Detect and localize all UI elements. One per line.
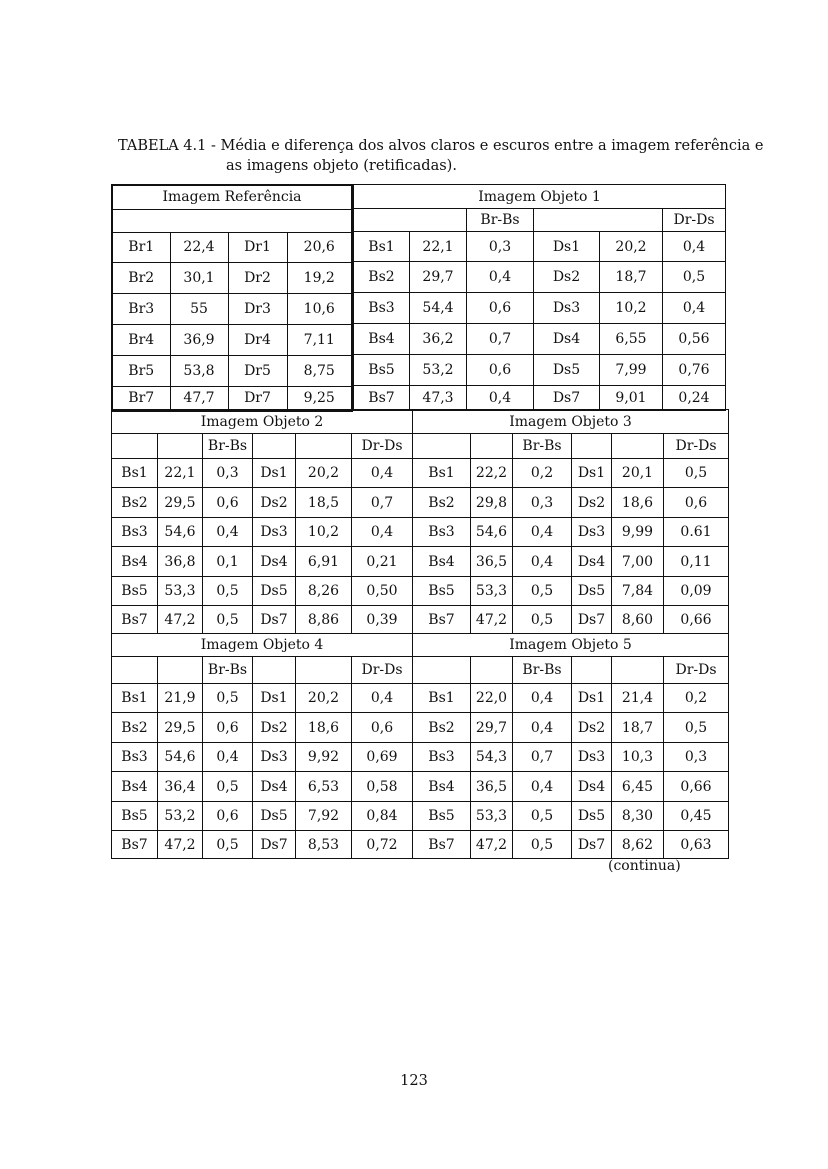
cell: 6,53 bbox=[296, 772, 352, 802]
cell: Dr7 bbox=[228, 386, 287, 411]
cell: 0,5 bbox=[203, 831, 253, 859]
cell bbox=[612, 434, 664, 459]
cell: Bs7 bbox=[112, 831, 158, 859]
reference-subheader-empty bbox=[112, 209, 352, 232]
cell: Bs4 bbox=[112, 547, 158, 577]
cell: 0,11 bbox=[664, 547, 729, 577]
cell: 10,2 bbox=[600, 293, 663, 324]
table-row bbox=[413, 606, 729, 634]
cell: Ds4 bbox=[534, 324, 600, 355]
cell: 0,7 bbox=[352, 488, 413, 518]
cell: 53,2 bbox=[158, 802, 203, 831]
object-5-table bbox=[412, 633, 729, 859]
cell bbox=[112, 434, 158, 459]
cell: 22,1 bbox=[410, 232, 467, 262]
object-4-table bbox=[111, 633, 413, 859]
cell: 0,6 bbox=[467, 355, 534, 386]
cell: 18,6 bbox=[612, 488, 664, 518]
cell: 0,58 bbox=[352, 772, 413, 802]
cell: 0,4 bbox=[663, 232, 726, 262]
cell: 0,4 bbox=[513, 518, 572, 547]
cell: 6,45 bbox=[612, 772, 664, 802]
cell: 0,66 bbox=[664, 772, 729, 802]
cell: Ds5 bbox=[534, 355, 600, 386]
cell: Bs3 bbox=[354, 293, 410, 324]
cell: Ds1 bbox=[534, 232, 600, 262]
cell: 8,26 bbox=[296, 577, 352, 606]
cell: 0,4 bbox=[513, 684, 572, 713]
dr-ds-header: Dr-Ds bbox=[664, 657, 729, 684]
dr-ds-header: Dr-Ds bbox=[663, 209, 726, 232]
cell: Ds5 bbox=[572, 577, 612, 606]
dr-ds-header: Dr-Ds bbox=[352, 657, 413, 684]
cell: 0,45 bbox=[664, 802, 729, 831]
cell: Bs4 bbox=[112, 772, 158, 802]
table-row bbox=[112, 232, 352, 262]
cell: 0,5 bbox=[203, 606, 253, 634]
cell: 9,25 bbox=[287, 386, 352, 411]
cell: 0,5 bbox=[513, 577, 572, 606]
cell: Ds4 bbox=[253, 772, 296, 802]
cell: 0,4 bbox=[513, 547, 572, 577]
dr-ds-header: Dr-Ds bbox=[664, 434, 729, 459]
cell: 53,2 bbox=[410, 355, 467, 386]
cell: 54,3 bbox=[471, 743, 513, 772]
cell: 22,1 bbox=[158, 459, 203, 488]
cell bbox=[471, 434, 513, 459]
cell: 20,2 bbox=[296, 684, 352, 713]
table-row bbox=[413, 713, 729, 743]
cell: 0,4 bbox=[352, 459, 413, 488]
table-row bbox=[112, 293, 352, 324]
table-caption bbox=[118, 136, 763, 176]
cell: Ds7 bbox=[572, 606, 612, 634]
cell: 10,2 bbox=[296, 518, 352, 547]
cell: Dr5 bbox=[228, 355, 287, 386]
table-row bbox=[112, 802, 413, 831]
table-row bbox=[354, 262, 726, 293]
table-row bbox=[413, 684, 729, 713]
cell: Bs2 bbox=[112, 713, 158, 743]
cell: 20,2 bbox=[296, 459, 352, 488]
cell: 9,99 bbox=[612, 518, 664, 547]
cell: 0,4 bbox=[352, 684, 413, 713]
table-row bbox=[112, 355, 352, 386]
cell: Bs2 bbox=[413, 713, 471, 743]
cell: Ds2 bbox=[572, 713, 612, 743]
cell: Ds5 bbox=[253, 802, 296, 831]
cell: Bs4 bbox=[354, 324, 410, 355]
cell: 53,8 bbox=[170, 355, 228, 386]
cell: 0,3 bbox=[203, 459, 253, 488]
table-row bbox=[112, 606, 413, 634]
cell: 8,30 bbox=[612, 802, 664, 831]
cell: 0,3 bbox=[664, 743, 729, 772]
cell: 0,3 bbox=[513, 488, 572, 518]
cell: Ds7 bbox=[253, 606, 296, 634]
table-row bbox=[354, 293, 726, 324]
cell: Ds3 bbox=[534, 293, 600, 324]
cell: 6,91 bbox=[296, 547, 352, 577]
cell: Ds1 bbox=[572, 684, 612, 713]
cell: Ds3 bbox=[572, 743, 612, 772]
table-row bbox=[354, 324, 726, 355]
cell: Ds3 bbox=[253, 743, 296, 772]
object-3-title: Imagem Objeto 3 bbox=[413, 410, 729, 434]
cell: Br5 bbox=[112, 355, 170, 386]
table-row bbox=[112, 262, 352, 293]
cell: Bs5 bbox=[112, 802, 158, 831]
table-row bbox=[112, 488, 413, 518]
table-row bbox=[413, 802, 729, 831]
cell: Ds5 bbox=[253, 577, 296, 606]
cell: Bs1 bbox=[112, 684, 158, 713]
cell: 0,84 bbox=[352, 802, 413, 831]
cell: Bs5 bbox=[413, 802, 471, 831]
cell: Ds1 bbox=[253, 684, 296, 713]
cell: 36,4 bbox=[158, 772, 203, 802]
cell: Bs4 bbox=[413, 772, 471, 802]
cell: 18,7 bbox=[612, 713, 664, 743]
cell: 9,01 bbox=[600, 386, 663, 411]
table-row bbox=[112, 386, 352, 411]
cell bbox=[354, 209, 467, 232]
cell: 20,1 bbox=[612, 459, 664, 488]
reference-title: Imagem Referência bbox=[112, 185, 352, 209]
table-row bbox=[413, 577, 729, 606]
cell: 0,2 bbox=[664, 684, 729, 713]
cell: Dr3 bbox=[228, 293, 287, 324]
cell: 36,5 bbox=[471, 547, 513, 577]
table-row bbox=[413, 547, 729, 577]
cell: 0,6 bbox=[467, 293, 534, 324]
cell: Bs3 bbox=[413, 518, 471, 547]
cell bbox=[296, 657, 352, 684]
cell: Ds3 bbox=[572, 518, 612, 547]
cell: 0,5 bbox=[203, 772, 253, 802]
cell: 30,1 bbox=[170, 262, 228, 293]
cell: Ds4 bbox=[572, 547, 612, 577]
cell: Dr2 bbox=[228, 262, 287, 293]
cell: 53,3 bbox=[158, 577, 203, 606]
cell: 6,55 bbox=[600, 324, 663, 355]
cell: Ds5 bbox=[572, 802, 612, 831]
cell: 0,4 bbox=[203, 743, 253, 772]
cell: 0,4 bbox=[203, 518, 253, 547]
table-row bbox=[112, 324, 352, 355]
cell: 36,2 bbox=[410, 324, 467, 355]
dr-ds-header: Dr-Ds bbox=[352, 434, 413, 459]
cell: 29,8 bbox=[471, 488, 513, 518]
cell: 7,99 bbox=[600, 355, 663, 386]
br-bs-header: Br-Bs bbox=[467, 209, 534, 232]
cell: 0,63 bbox=[664, 831, 729, 859]
cell: 0,6 bbox=[664, 488, 729, 518]
table-row bbox=[354, 232, 726, 262]
cell bbox=[572, 434, 612, 459]
cell: 54,6 bbox=[471, 518, 513, 547]
cell: 47,2 bbox=[158, 831, 203, 859]
cell: 0,21 bbox=[352, 547, 413, 577]
cell: 18,5 bbox=[296, 488, 352, 518]
cell: 8,53 bbox=[296, 831, 352, 859]
cell: 0,69 bbox=[352, 743, 413, 772]
cell: 29,7 bbox=[410, 262, 467, 293]
cell: 18,6 bbox=[296, 713, 352, 743]
cell: 0,50 bbox=[352, 577, 413, 606]
cell: 36,8 bbox=[158, 547, 203, 577]
table-row bbox=[413, 772, 729, 802]
cell: Bs3 bbox=[413, 743, 471, 772]
cell: 0,6 bbox=[203, 488, 253, 518]
cell: 7,92 bbox=[296, 802, 352, 831]
cell: 0,6 bbox=[203, 713, 253, 743]
cell: 0,09 bbox=[664, 577, 729, 606]
cell: Ds4 bbox=[572, 772, 612, 802]
cell: Ds7 bbox=[572, 831, 612, 859]
cell: Ds3 bbox=[253, 518, 296, 547]
cell: 0,66 bbox=[664, 606, 729, 634]
cell: 0,4 bbox=[513, 713, 572, 743]
table-row bbox=[112, 459, 413, 488]
cell: 22,4 bbox=[170, 232, 228, 262]
object-2-title: Imagem Objeto 2 bbox=[112, 410, 413, 434]
cell: 55 bbox=[170, 293, 228, 324]
cell: 8,75 bbox=[287, 355, 352, 386]
cell: 0,5 bbox=[203, 577, 253, 606]
cell: 29,7 bbox=[471, 713, 513, 743]
page-number: 123 bbox=[400, 1073, 428, 1089]
cell: 0,4 bbox=[663, 293, 726, 324]
cell: Dr1 bbox=[228, 232, 287, 262]
cell: 0.61 bbox=[664, 518, 729, 547]
cell: 47,2 bbox=[471, 831, 513, 859]
caption-line-1: TABELA 4.1 - Média e diferença dos alvos claros e escuros entre a imagem referência e bbox=[118, 138, 764, 154]
cell: Ds7 bbox=[534, 386, 600, 411]
cell bbox=[158, 657, 203, 684]
cell: Br2 bbox=[112, 262, 170, 293]
cell bbox=[534, 209, 663, 232]
cell: Dr4 bbox=[228, 324, 287, 355]
cell: 0,5 bbox=[513, 606, 572, 634]
cell: 29,5 bbox=[158, 488, 203, 518]
cell: Bs5 bbox=[112, 577, 158, 606]
cell: 0,7 bbox=[513, 743, 572, 772]
cell: Br7 bbox=[112, 386, 170, 411]
cell: 29,5 bbox=[158, 713, 203, 743]
cell: 8,86 bbox=[296, 606, 352, 634]
cell: Bs1 bbox=[413, 459, 471, 488]
table-row bbox=[112, 577, 413, 606]
table-row bbox=[112, 772, 413, 802]
cell: 0,1 bbox=[203, 547, 253, 577]
cell: Ds2 bbox=[253, 713, 296, 743]
cell: 9,92 bbox=[296, 743, 352, 772]
table-row bbox=[413, 743, 729, 772]
cell: Bs2 bbox=[413, 488, 471, 518]
table-row bbox=[413, 518, 729, 547]
cell bbox=[413, 434, 471, 459]
cell: 47,7 bbox=[170, 386, 228, 411]
cell: Bs5 bbox=[354, 355, 410, 386]
br-bs-header: Br-Bs bbox=[203, 657, 253, 684]
cell: 20,6 bbox=[287, 232, 352, 262]
cell: 19,2 bbox=[287, 262, 352, 293]
cell: Br1 bbox=[112, 232, 170, 262]
cell: Bs4 bbox=[413, 547, 471, 577]
cell: 0,7 bbox=[467, 324, 534, 355]
cell: 47,3 bbox=[410, 386, 467, 411]
object-1-table bbox=[353, 184, 726, 411]
cell: 8,62 bbox=[612, 831, 664, 859]
cell: Bs1 bbox=[112, 459, 158, 488]
continued-note: (continua) bbox=[608, 858, 681, 874]
cell: 54,6 bbox=[158, 743, 203, 772]
object-2-table bbox=[111, 409, 413, 634]
cell: Bs5 bbox=[413, 577, 471, 606]
cell: Ds2 bbox=[534, 262, 600, 293]
cell: 0,5 bbox=[513, 831, 572, 859]
cell: 10,6 bbox=[287, 293, 352, 324]
table-row bbox=[112, 743, 413, 772]
cell: Bs7 bbox=[413, 831, 471, 859]
cell: 22,0 bbox=[471, 684, 513, 713]
cell: 0,5 bbox=[203, 684, 253, 713]
cell: Bs2 bbox=[112, 488, 158, 518]
cell: 53,3 bbox=[471, 802, 513, 831]
object-1-title: Imagem Objeto 1 bbox=[354, 185, 726, 209]
object-3-table bbox=[412, 409, 729, 634]
cell: 0,4 bbox=[467, 262, 534, 293]
cell: 21,4 bbox=[612, 684, 664, 713]
object-5-title: Imagem Objeto 5 bbox=[413, 634, 729, 657]
cell: 47,2 bbox=[158, 606, 203, 634]
br-bs-header: Br-Bs bbox=[203, 434, 253, 459]
cell: 0,5 bbox=[513, 802, 572, 831]
table-row bbox=[112, 831, 413, 859]
cell: 22,2 bbox=[471, 459, 513, 488]
cell: Br3 bbox=[112, 293, 170, 324]
cell: Bs7 bbox=[413, 606, 471, 634]
cell bbox=[612, 657, 664, 684]
table-row bbox=[413, 488, 729, 518]
cell: 0,5 bbox=[664, 459, 729, 488]
table-row bbox=[354, 355, 726, 386]
cell: 10,3 bbox=[612, 743, 664, 772]
cell: Bs2 bbox=[354, 262, 410, 293]
cell bbox=[253, 657, 296, 684]
cell: 0,4 bbox=[467, 386, 534, 411]
cell: 54,6 bbox=[158, 518, 203, 547]
cell: Br4 bbox=[112, 324, 170, 355]
br-bs-header: Br-Bs bbox=[513, 434, 572, 459]
cell bbox=[572, 657, 612, 684]
table-row bbox=[112, 547, 413, 577]
caption-line-2: as imagens objeto (retificadas). bbox=[226, 158, 457, 174]
cell bbox=[471, 657, 513, 684]
cell: Ds2 bbox=[253, 488, 296, 518]
cell: Bs1 bbox=[413, 684, 471, 713]
reference-table bbox=[111, 184, 353, 412]
cell: Bs3 bbox=[112, 743, 158, 772]
cell: 7,11 bbox=[287, 324, 352, 355]
cell: Ds2 bbox=[572, 488, 612, 518]
object-4-title: Imagem Objeto 4 bbox=[112, 634, 413, 657]
cell: 18,7 bbox=[600, 262, 663, 293]
cell: 21,9 bbox=[158, 684, 203, 713]
cell: Ds7 bbox=[253, 831, 296, 859]
cell: 0,24 bbox=[663, 386, 726, 411]
cell: 8,60 bbox=[612, 606, 664, 634]
cell: 0,5 bbox=[663, 262, 726, 293]
cell: Bs3 bbox=[112, 518, 158, 547]
cell: 54,4 bbox=[410, 293, 467, 324]
cell bbox=[413, 657, 471, 684]
cell: 36,9 bbox=[170, 324, 228, 355]
cell: 0,39 bbox=[352, 606, 413, 634]
cell: Ds1 bbox=[253, 459, 296, 488]
cell: 47,2 bbox=[471, 606, 513, 634]
cell bbox=[158, 434, 203, 459]
cell: Ds1 bbox=[572, 459, 612, 488]
cell: Bs7 bbox=[112, 606, 158, 634]
cell: 0,76 bbox=[663, 355, 726, 386]
table-row bbox=[413, 459, 729, 488]
cell: 0,4 bbox=[513, 772, 572, 802]
cell: Ds4 bbox=[253, 547, 296, 577]
cell: 7,84 bbox=[612, 577, 664, 606]
cell: 0,56 bbox=[663, 324, 726, 355]
cell: 0,6 bbox=[352, 713, 413, 743]
cell: 0,72 bbox=[352, 831, 413, 859]
cell bbox=[112, 657, 158, 684]
cell: Bs1 bbox=[354, 232, 410, 262]
cell: 0,3 bbox=[467, 232, 534, 262]
table-row bbox=[413, 831, 729, 859]
cell bbox=[253, 434, 296, 459]
cell: 20,2 bbox=[600, 232, 663, 262]
cell bbox=[296, 434, 352, 459]
cell: 0,6 bbox=[203, 802, 253, 831]
table-row bbox=[354, 386, 726, 411]
cell: 0,5 bbox=[664, 713, 729, 743]
cell: 0,2 bbox=[513, 459, 572, 488]
br-bs-header: Br-Bs bbox=[513, 657, 572, 684]
cell: Bs7 bbox=[354, 386, 410, 411]
cell: 36,5 bbox=[471, 772, 513, 802]
cell: 0,4 bbox=[352, 518, 413, 547]
table-row bbox=[112, 713, 413, 743]
table-row bbox=[112, 684, 413, 713]
cell: 7,00 bbox=[612, 547, 664, 577]
cell: 53,3 bbox=[471, 577, 513, 606]
table-row bbox=[112, 518, 413, 547]
